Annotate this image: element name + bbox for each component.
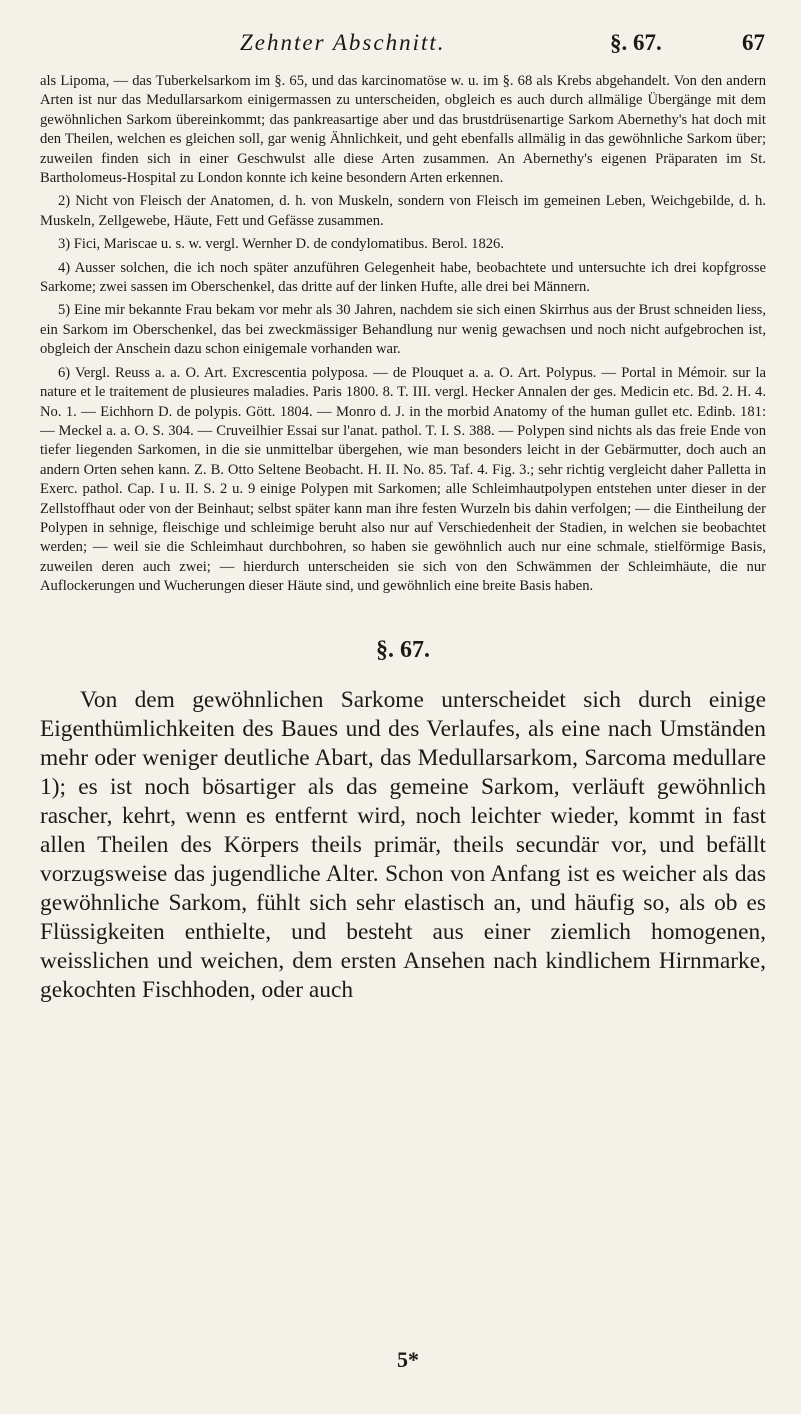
footnote-4: 4) Ausser solchen, die ich noch später anzuführen Gelegenheit habe, beobachtete und untersuchte ich drei kopfgrosse Sarkome; zwei sassen im Oberschenkel, das dritte auf der linken Hufte, alle drei bei Männern. [40, 259, 766, 296]
header-section-ref: §. 67. [610, 30, 662, 55]
footnotes [40, 192, 766, 596]
intro-paragraph: als Lipoma, — das Tuberkelsarkom im §. 65, und das karcinomatöse w. u. im §. 68 als Krebs abgehandelt. Von den andern Arten ist nur das Medullarsarkom einigermassen zu unterscheiden, obgleich es auch durch allmälige Übergänge mit dem gewöhnlichen Sarkom übereinkommt; das pankreasartige aber und das brustdrüsenartige Sarkom Abernethy's hat doch mit den Theilen, welchen es gleichen soll, gar wenig Ähnlichkeit, und geht ebenfalls allmälig in das gewöhnliche Sarkom über; zuweilen finden sich in einer Geschwulst alle diese Arten zusammen. An Abernethy's eigenen Präparaten im St. Bartholomeus-Hospital zu London konnte ich keine besondern Arten erkennen. [40, 73, 766, 187]
page-number: 67 [742, 30, 765, 55]
footnote-6: 6) Vergl. Reuss a. a. O. Art. Excrescentia polyposa. — de Plouquet a. a. O. Art. Polypus. — Portal in Mémoir. sur la nature et le traitement de plusieures maladies. Paris 1800. 8. T. III. vergl. Hecker Annalen der ges. Medicin etc. Bd. 2. H. 4. No. 1. — Eichhorn D. de polypis. Gött. 1804. — Monro d. J. in the morbid Anatomy of the human gullet etc. Edinb. 181: — Meckel a. a. O. S. 304. — Cruveilhier Essai sur l'anat. pathol. T. I. S. 388. — Polypen sind nichts als das freie Ende von tiefer liegenden Sarkomen, in die sie unmittelbar übergehen, wie man besonders leicht in der Gebärmutter, doch auch an andern Orten sehen kann. Z. B. Otto Seltene Beobacht. H. II. No. 85. Taf. 4. Fig. 3.; sehr richtig vergleicht daher Palletta in Exerc. pathol. Cap. I u. II. S. 2 u. 9 einige Polypen mit Sarkomen; alle Schleimhautpolypen entstehen unter dieser in der Zellstoffhaut oder von der Beinhaut; selbst später kann man ihre festen Wurzeln bis dahin verfolgen; — die Eintheilung der Polypen in sehnige, fleischige und schleimige beruht also nur auf Verschiedenheit der Stadien, in welchen sie beobachtet werden; — weil sie die Schleimhaut durchbohren, so haben sie gewöhnlich auch nur eine schmale, stielförmige Basis, zuweilen deren auch zwei; — hierdurch unterscheiden sie sich von den Schwämmen der Schleimhäute, die nur Auflockerungen und Wucherungen dieser Häute sind, und gewöhnlich eine breite Basis haben. [40, 364, 766, 595]
catchword: 5* [397, 1347, 419, 1372]
page-header [40, 30, 765, 70]
main-paragraph: Von dem gewöhnlichen Sarkome unterscheidet sich durch einige Eigenthümlichkeiten des Baues und des Verlaufes, als eine nach Umständen mehr oder weniger deutliche Abart, das Medullarsarkom, Sarcoma medullare 1); es ist noch bösartiger als das gemeine Sarkom, verläuft gewöhnlich rascher, kehrt, wenn es entfernt wird, noch leichter wieder, kommt in fast allen Theilen des Körpers theils primär, theils secundär vor, und befällt vorzugsweise das jugendliche Alter. Schon von Anfang ist es weicher als das gewöhnliche Sarkom, fühlt sich sehr elastisch an, und häufig so, als ob es Flüssigkeiten enthielte, und besteht aus einer ziemlich homogenen, weisslichen und weichen, dem ersten Ansehen nach kindlichem Hirnmarke, gekochten Fischhoden, oder auch [40, 686, 766, 1003]
footnote-5: 5) Eine mir bekannte Frau bekam vor mehr als 30 Jahren, nachdem sie sich einen Skirrhus aus der Brust schneiden liess, ein Sarkom im Oberschenkel, das bei zweckmässiger Behandlung nur wenig gewachsen und noch nicht aufgebrochen ist, obgleich der Anschein dazu schon einigemale vorhanden war. [40, 302, 766, 358]
page-body [40, 72, 766, 1005]
footnote-3: 3) Fici, Mariscae u. s. w. vergl. Wernher D. de condylomatibus. Berol. 1826. [58, 236, 505, 253]
running-title: Zehnter Abschnitt. [240, 30, 446, 55]
section-heading: §. 67. [376, 636, 430, 663]
footnote-2: 2) Nicht von Fleisch der Anatomen, d. h. von Muskeln, sondern von Fleisch im gemeinen Leben, Weichgebilde, d. h. Muskeln, Zellgewebe, Häute, Fett und Gefässe zusammen. [40, 193, 766, 229]
